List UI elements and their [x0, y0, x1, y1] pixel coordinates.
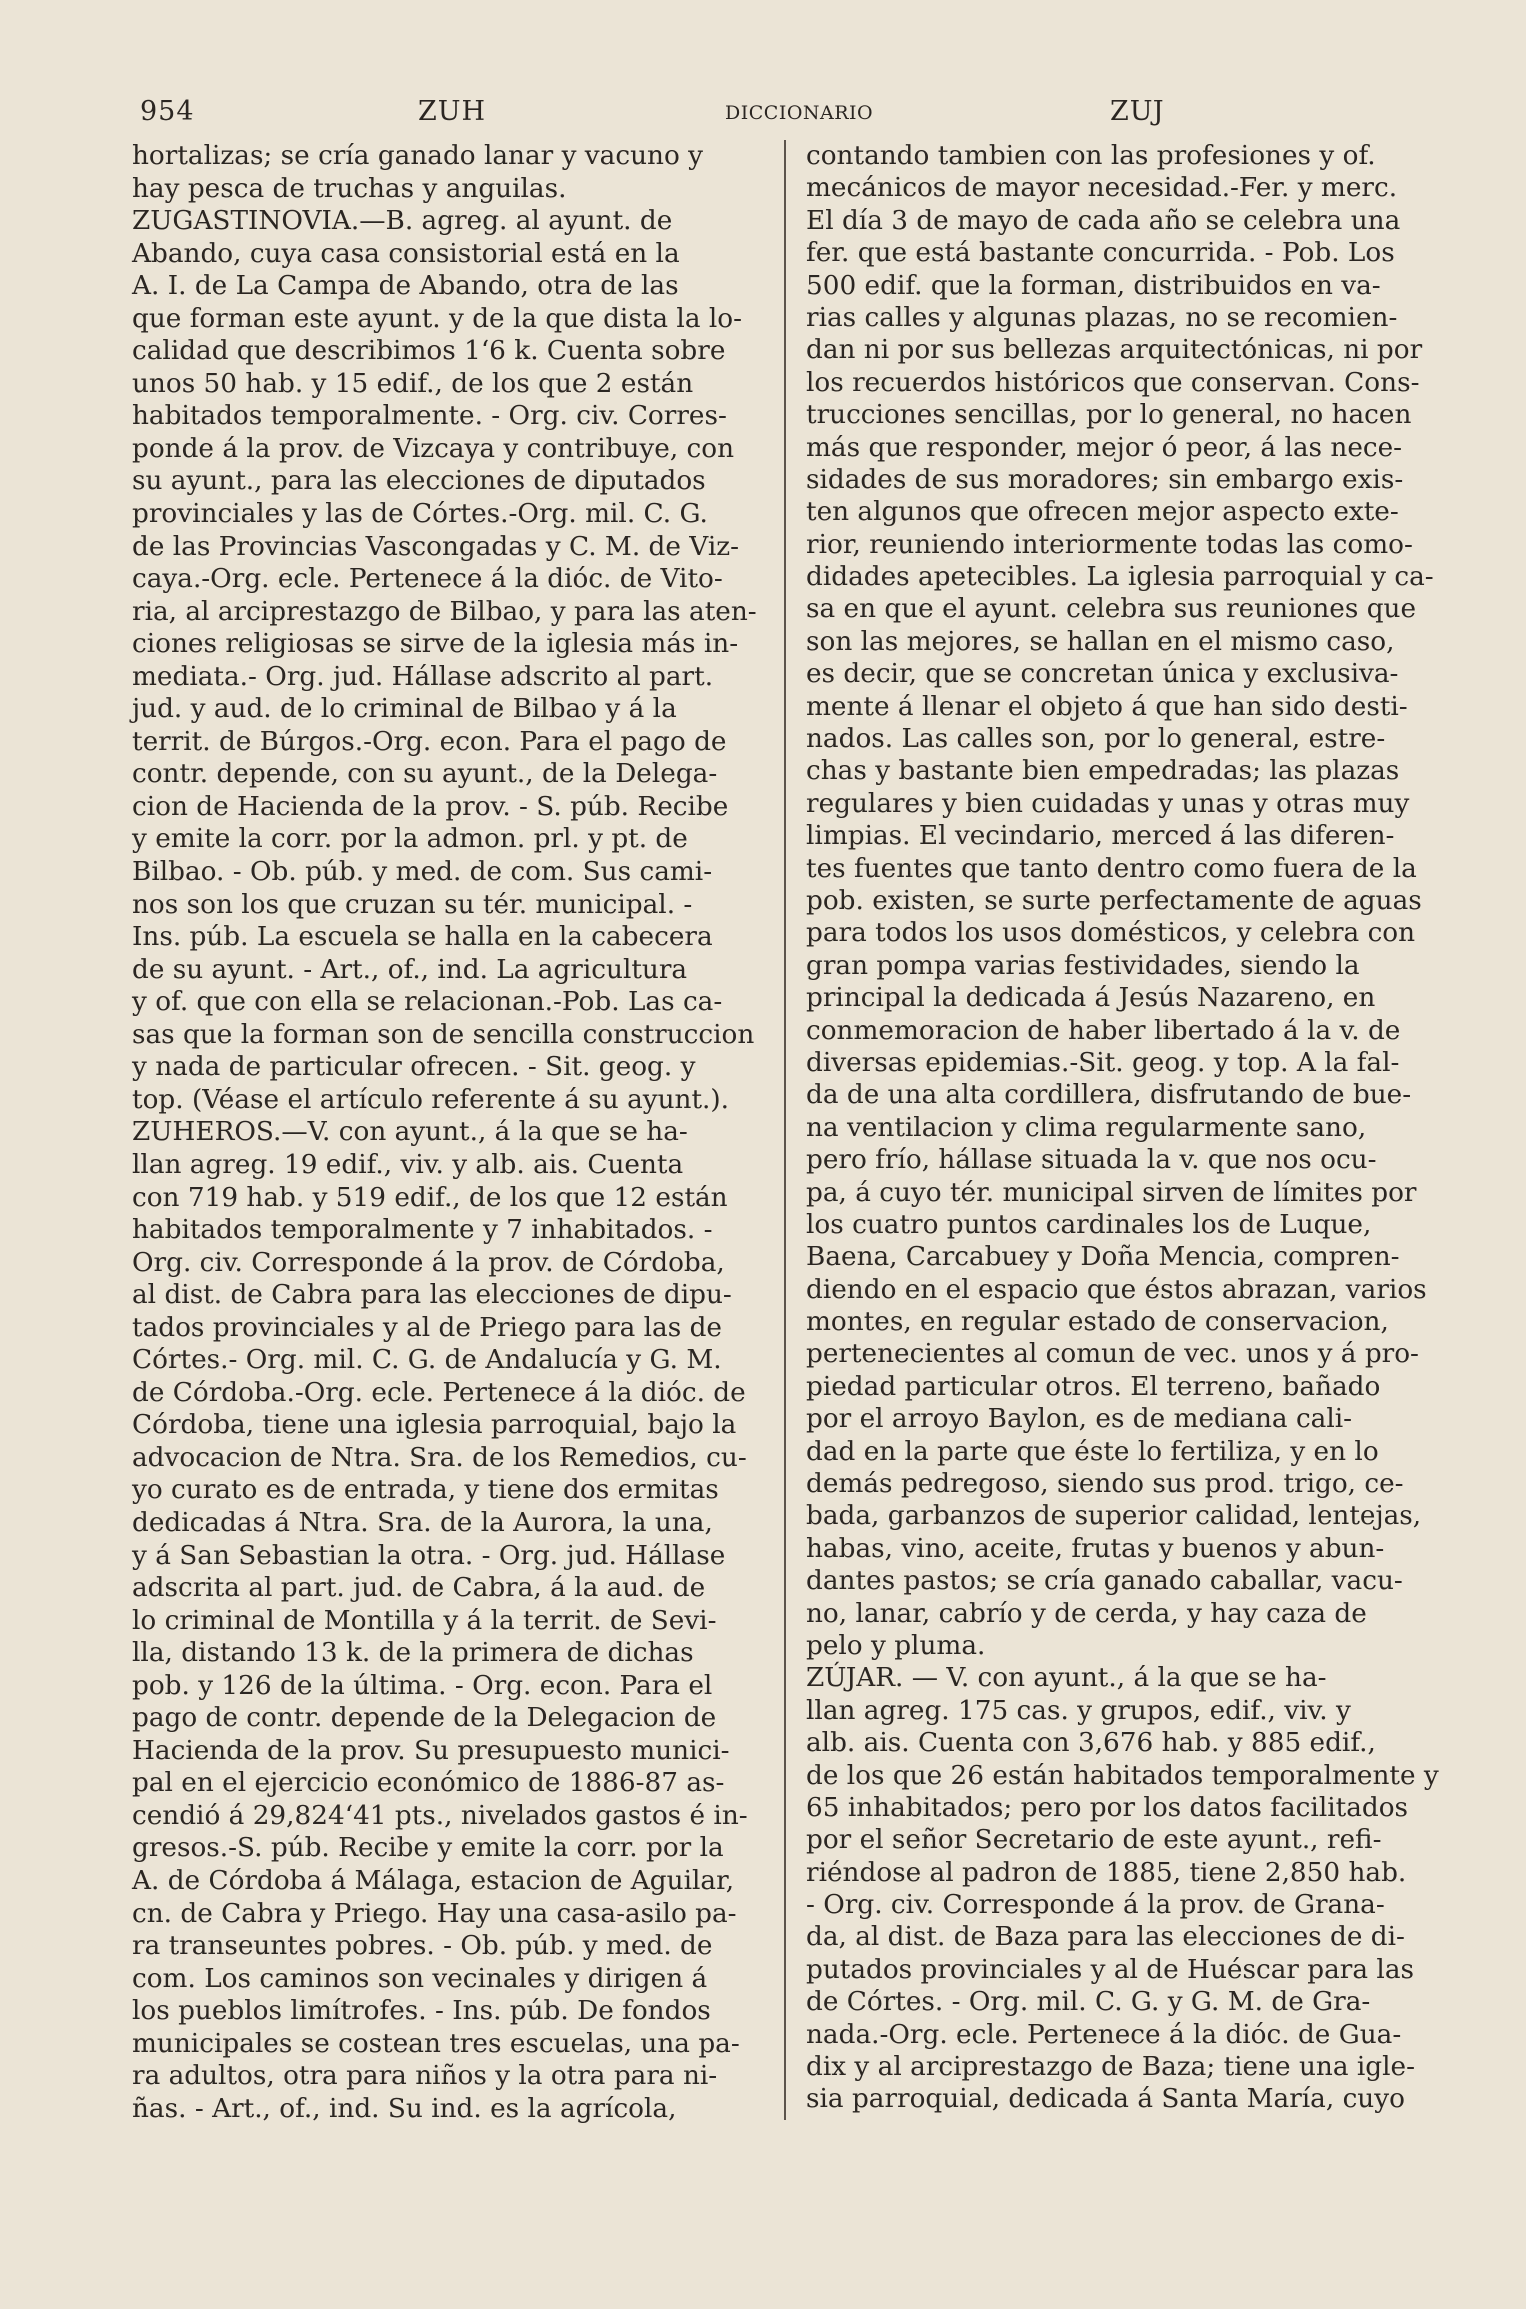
text-line: com. Los caminos son vecinales y dirigen á	[132, 1963, 708, 1994]
text-line: Baena, Carcabuey y Doña Mencia, compren-	[806, 1242, 1400, 1273]
text-line: los recuerdos históricos que conservan. Cons-	[806, 367, 1420, 398]
text-line: de las Provincias Vascongadas y C. M. de Viz-	[132, 531, 739, 562]
text-line: mente á llenar el objeto á que han sido desti-	[806, 691, 1408, 722]
text-line: sidades de sus moradores; sin embargo exis-	[806, 464, 1404, 495]
text-line: advocacion de Ntra. Sra. de los Remedios, cu-	[132, 1442, 747, 1473]
text-line: es decir, que se concretan única y exclusiva-	[806, 659, 1399, 690]
text-line: piedad particular otros. El terreno, bañado	[806, 1371, 1381, 1402]
text-line: su ayunt., para las elecciones de diputados	[132, 466, 706, 497]
text-line: Córtes.- Org. mil. C. G. de Andalucía y G. M.	[132, 1345, 722, 1376]
text-line: Córdoba, tiene una iglesia parroquial, bajo la	[132, 1410, 737, 1441]
text-line: pob. y 126 de la última. - Org. econ. Para el	[132, 1670, 713, 1701]
text-line: habitados temporalmente. - Org. civ. Corres-	[132, 401, 727, 432]
text-line: municipales se costean tres escuelas, una pa-	[132, 2028, 740, 2059]
text-line: limpias. El vecindario, merced á las diferen-	[806, 821, 1395, 852]
text-line: por el señor Secretario de este ayunt., refi-	[806, 1825, 1382, 1856]
text-line: jud. y aud. de lo criminal de Bilbao y á la	[132, 694, 677, 725]
text-line: didades apetecibles. La iglesia parroquial y ca-	[806, 562, 1434, 593]
text-line: Abando, cuya casa consistorial está en la	[132, 238, 680, 269]
text-line: ciones religiosas se sirve de la iglesia más in-	[132, 629, 739, 660]
text-line: pal en el ejercicio económico de 1886-87 as-	[132, 1768, 725, 1799]
text-line: llan agreg. 175 cas. y grupos, edif., viv. y	[806, 1695, 1351, 1726]
text-line: yo curato es de entrada, y tiene dos ermitas	[132, 1475, 719, 1506]
text-line: na ventilacion y clima regularmente sano,	[806, 1112, 1367, 1143]
column-divider	[784, 140, 786, 2120]
text-line: habitados temporalmente y 7 inhabitados. -	[132, 1215, 713, 1246]
text-line: alb. ais. Cuenta con 3,676 hab. y 885 edif.,	[806, 1728, 1376, 1759]
text-line: de Córtes. - Org. mil. C. G. y G. M. de Gra-	[806, 1987, 1371, 2018]
text-line: lo criminal de Montilla y á la territ. de Sevi-	[132, 1605, 717, 1636]
text-line: no, lanar, cabrío y de cerda, y hay caza de	[806, 1598, 1367, 1629]
text-line: dedicadas á Ntra. Sra. de la Aurora, la una,	[132, 1507, 713, 1538]
text-line: llan agreg. 19 edif., viv. y alb. ais. Cuenta	[132, 1149, 684, 1180]
text-line: sa en que el ayunt. celebra sus reuniones que	[806, 594, 1417, 625]
text-line: de Córdoba.-Org. ecle. Pertenece á la dióc. de	[132, 1377, 746, 1408]
text-line: para todos los usos domésticos, y celebra con	[806, 918, 1416, 949]
text-line: rias calles y algunas plazas, no se recomien-	[806, 302, 1398, 333]
text-line: hortalizas; se cría ganado lanar y vacuno y	[132, 141, 703, 171]
text-line: fer. que está bastante concurrida. - Pob. Los	[806, 238, 1395, 269]
text-line: adscrita al part. jud. de Cabra, á la aud. de	[132, 1573, 706, 1604]
text-line: contando tambien con las profesiones y of.	[806, 141, 1376, 171]
text-line: Hacienda de la prov. Su presupuesto munici-	[132, 1735, 730, 1766]
text-line: 500 edif. que la forman, distribuidos en va-	[806, 270, 1381, 301]
right-keyword: ZUJ	[1110, 96, 1165, 127]
text-line: El día 3 de mayo de cada año se celebra una	[806, 205, 1401, 236]
text-line: con 719 hab. y 519 edif., de los que 12 están	[132, 1182, 728, 1213]
right-column	[806, 140, 1446, 2116]
text-line: mecánicos de mayor necesidad.-Fer. y merc.	[806, 173, 1398, 204]
text-line: ponde á la prov. de Vizcaya y contribuye, con	[132, 433, 735, 464]
text-line: dan ni por sus bellezas arquitectónicas, ni por	[806, 335, 1423, 366]
text-line: más que responder, mejor ó peor, á las nece-	[806, 432, 1403, 463]
text-line: rior, reuniendo interiormente todas las como-	[806, 529, 1413, 560]
text-line: sia parroquial, dedicada á Santa María, cuyo	[806, 2084, 1405, 2115]
text-line: pertenecientes al comun de vec. unos y á pro-	[806, 1339, 1419, 1370]
page-number: 954	[140, 96, 195, 127]
text-line: tes fuentes que tanto dentro como fuera de la	[806, 853, 1417, 884]
text-line: de los que 26 están habitados temporalmente y	[806, 1760, 1439, 1791]
text-line: conmemoracion de haber libertado á la v. de	[806, 1015, 1401, 1046]
text-line: tados provinciales y al de Priego para las de	[132, 1312, 722, 1343]
text-line: dantes pastos; se cría ganado caballar, vacu-	[806, 1566, 1403, 1597]
text-line: bada, garbanzos de superior calidad, lentejas,	[806, 1501, 1422, 1532]
text-line: hay pesca de truchas y anguilas.	[132, 173, 567, 204]
text-line: los pueblos limítrofes. - Ins. púb. De fondos	[132, 1996, 711, 2027]
text-line: dix y al arciprestazgo de Baza; tiene una igle-	[806, 2052, 1415, 2083]
left-keyword: ZUH	[418, 96, 487, 127]
text-line: ZUHEROS.—V. con ayunt., á la que se ha-	[132, 1117, 688, 1148]
text-line: cion de Hacienda de la prov. - S. púb. Recibe	[132, 791, 729, 822]
text-line: Org. civ. Corresponde á la prov. de Córdoba,	[132, 1247, 725, 1278]
text-line: pago de contr. depende de la Delegacion de	[132, 1703, 717, 1734]
text-line: Bilbao. - Ob. púb. y med. de com. Sus cami-	[132, 857, 713, 888]
text-line: Ins. púb. La escuela se halla en la cabecera	[132, 922, 713, 953]
text-line: riéndose al padron de 1885, tiene 2,850 hab.	[806, 1857, 1407, 1888]
text-line: top. (Véase el artículo referente á su ayunt.).	[132, 1084, 730, 1115]
text-line: principal la dedicada á Jesús Nazareno, en	[806, 983, 1376, 1014]
text-line: nada.-Org. ecle. Pertenece á la dióc. de Gua-	[806, 2019, 1402, 2050]
text-line: - Org. civ. Corresponde á la prov. de Grana-	[806, 1890, 1385, 1921]
text-line: sas que la forman son de sencilla construccion	[132, 1019, 755, 1050]
text-line: gran pompa varias festividades, siendo la	[806, 950, 1360, 981]
text-line: chas y bastante bien empedradas; las plazas	[806, 756, 1400, 787]
text-line: 65 inhabitados; pero por los datos facilitados	[806, 1792, 1409, 1823]
text-line: provinciales y las de Córtes.-Org. mil. C. G.	[132, 499, 708, 530]
text-line: trucciones sencillas, por lo general, no hacen	[806, 400, 1412, 431]
text-line: A. I. de La Campa de Abando, otra de las	[132, 271, 679, 302]
text-line: ñas. - Art., of., ind. Su ind. es la agrícola,	[132, 2093, 677, 2124]
text-line: da de una alta cordillera, disfrutando de bue-	[806, 1080, 1412, 1111]
text-line: cn. de Cabra y Priego. Hay una casa-asilo pa-	[132, 1898, 737, 1929]
text-line: ZUGASTINOVIA.—B. agreg. al ayunt. de	[132, 206, 673, 237]
text-line: y á San Sebastian la otra. - Org. jud. Hállase	[132, 1540, 726, 1571]
text-line: contr. depende, con su ayunt., de la Delega-	[132, 759, 718, 790]
text-line: al dist. de Cabra para las elecciones de dipu-	[132, 1280, 732, 1311]
text-line: pelo y pluma.	[806, 1630, 986, 1661]
text-line: pero frío, hállase situada la v. que nos ocu-	[806, 1145, 1377, 1176]
page-header	[140, 96, 1440, 130]
text-line: pob. existen, se surte perfectamente de aguas	[806, 885, 1422, 916]
text-line: territ. de Búrgos.-Org. econ. Para el pago de	[132, 726, 727, 757]
text-line: diversas epidemias.-Sit. geog. y top. A la fal-	[806, 1047, 1400, 1078]
text-line: A. de Córdoba á Málaga, estacion de Aguilar,	[132, 1865, 735, 1896]
left-column	[132, 140, 762, 2125]
text-line: regulares y bien cuidadas y unas y otras muy	[806, 788, 1410, 819]
text-line: y emite la corr. por la admon. prl. y pt. de	[132, 824, 688, 855]
text-line: por el arroyo Baylon, es de mediana cali-	[806, 1404, 1353, 1435]
text-line: nados. Las calles son, por lo general, estre-	[806, 724, 1386, 755]
text-line: y of. que con ella se relacionan.-Pob. Las ca-	[132, 987, 723, 1018]
text-line: ra transeuntes pobres. - Ob. púb. y med. de	[132, 1931, 713, 1962]
text-line: que forman este ayunt. y de la que dista la lo-	[132, 303, 743, 334]
text-line: lla, distando 13 k. de la primera de dichas	[132, 1638, 694, 1669]
text-line: pa, á cuyo tér. municipal sirven de límites por	[806, 1177, 1417, 1208]
text-line: son las mejores, se hallan en el mismo caso,	[806, 626, 1395, 657]
text-line: ria, al arciprestazgo de Bilbao, y para las aten-	[132, 596, 757, 627]
text-line: dad en la parte que éste lo fertiliza, y en lo	[806, 1436, 1379, 1467]
text-line: ra adultos, otra para niños y la otra para ni-	[132, 2061, 718, 2092]
running-title: DICCIONARIO	[725, 102, 874, 124]
text-line: mediata.- Org. jud. Hállase adscrito al part.	[132, 661, 714, 692]
text-line: montes, en regular estado de conservacion,	[806, 1307, 1389, 1338]
text-line: caya.-Org. ecle. Pertenece á la dióc. de Vito-	[132, 564, 723, 595]
text-line: gresos.-S. púb. Recibe y emite la corr. por la	[132, 1833, 724, 1864]
text-line: unos 50 hab. y 15 edif., de los que 2 están	[132, 368, 694, 399]
text-line: ZÚJAR. — V. con ayunt., á la que se ha-	[806, 1663, 1327, 1694]
text-line: demás pedregoso, siendo sus prod. trigo, ce-	[806, 1469, 1404, 1500]
text-line: ten algunos que ofrecen mejor aspecto exte-	[806, 497, 1399, 528]
text-line: calidad que describimos 1‘6 k. Cuenta sobre	[132, 336, 726, 367]
text-line: cendió á 29,824‘41 pts., nivelados gastos é in-	[132, 1800, 748, 1831]
text-line: nos son los que cruzan su tér. municipal. -	[132, 889, 693, 920]
text-line: putados provinciales y al de Huéscar para las	[806, 1954, 1414, 1985]
text-line: y nada de particular ofrecen. - Sit. geog. y	[132, 1052, 696, 1083]
text-line: da, al dist. de Baza para las elecciones de di-	[806, 1922, 1405, 1953]
text-line: diendo en el espacio que éstos abrazan, varios	[806, 1274, 1427, 1305]
text-line: los cuatro puntos cardinales los de Luque,	[806, 1209, 1372, 1240]
text-line: de su ayunt. - Art., of., ind. La agricultura	[132, 954, 688, 985]
text-line: habas, vino, aceite, frutas y buenos y abun-	[806, 1533, 1385, 1564]
